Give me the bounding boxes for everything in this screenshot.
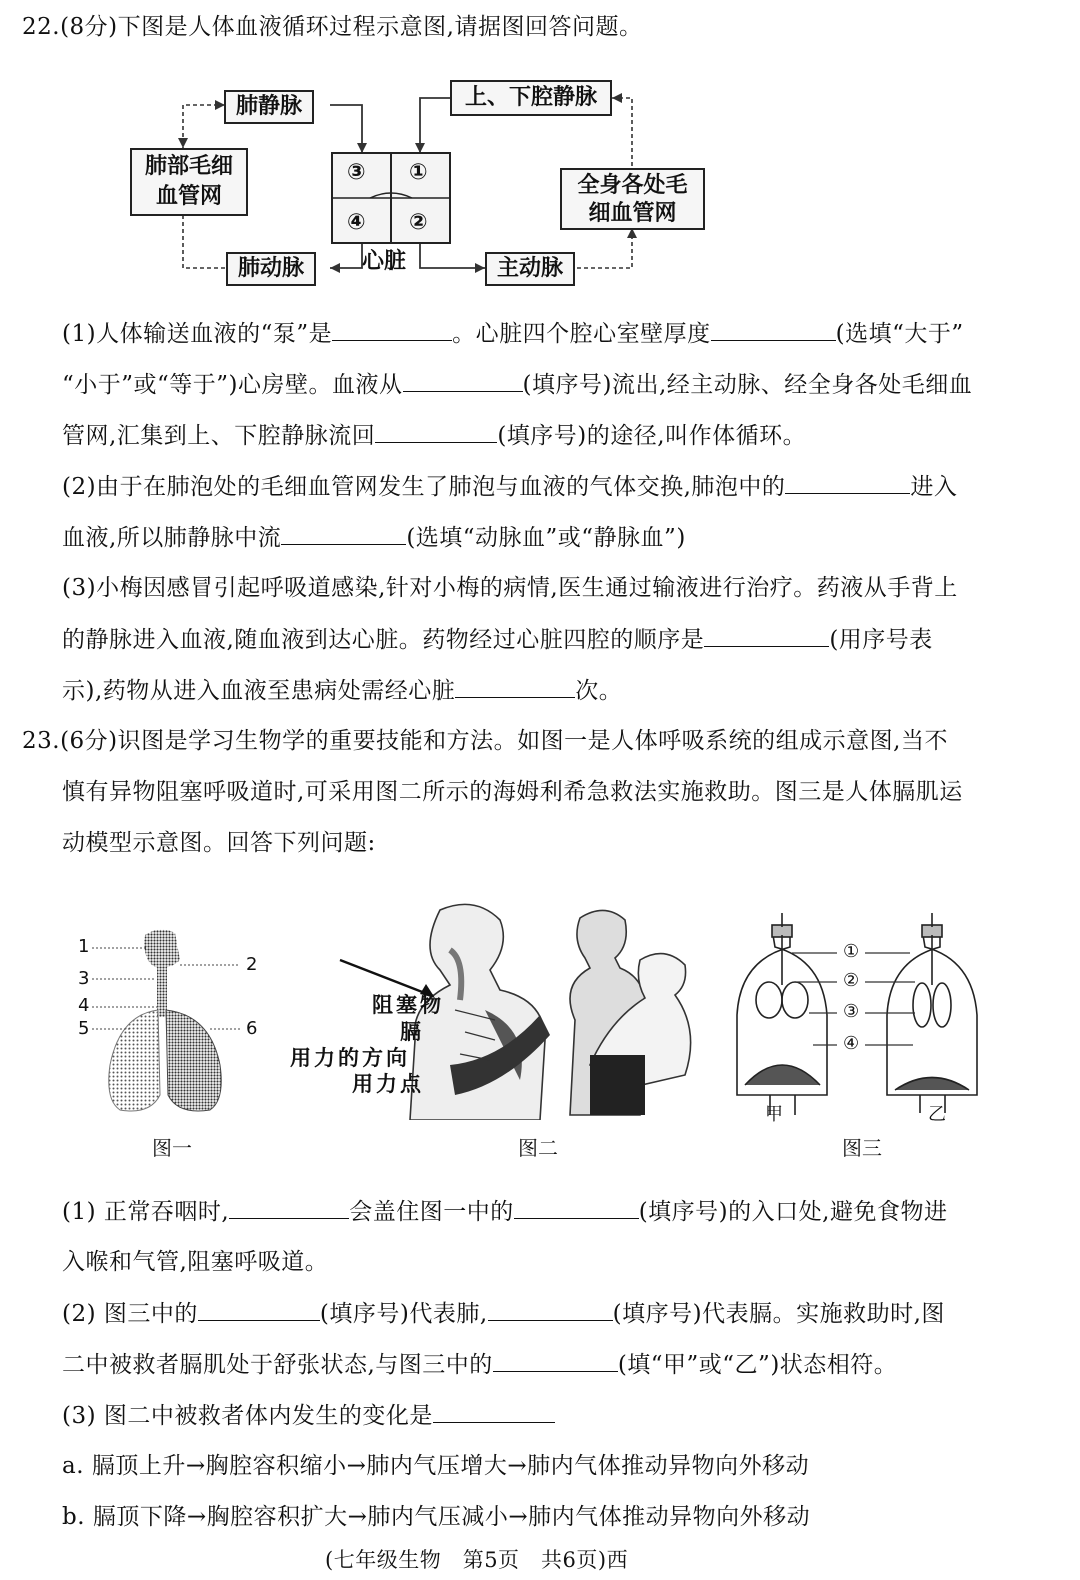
body-capillary-line1: 全身各处毛: [577, 173, 688, 198]
q22-p1-g: (填序号)的途径,叫作体循环。: [497, 423, 807, 449]
fig1-label-1: 1: [78, 936, 90, 957]
body-capillary-box: [560, 168, 705, 230]
answer-blank[interactable]: [281, 522, 406, 545]
q23-p2-b: (填序号)代表肺,: [319, 1301, 488, 1327]
fig1-label-4: 4: [78, 995, 90, 1016]
fig3-label-4: ④: [843, 1033, 860, 1054]
q23-p1-line1: [62, 1196, 947, 1227]
fig3-label-1: ①: [843, 941, 860, 962]
q23-p1-line2: 入喉和气管,阻塞呼吸道。: [62, 1249, 329, 1275]
q22-p3-d: 示),药物从进入血液至患病处需经心脏: [62, 678, 456, 704]
answer-blank[interactable]: [493, 1349, 618, 1372]
q22-p3-line1: (3)小梅因感冒引起呼吸道感染,针对小梅的病情,医生通过输液进行治疗。药液从手背上: [62, 575, 958, 601]
answer-blank[interactable]: [785, 471, 910, 494]
q22-p1-c: (选填“大于”: [835, 321, 964, 347]
q22-p2-line2: [62, 522, 686, 553]
q22-p2-line1: [62, 471, 957, 502]
q22-p1-b: 。心脏四个腔心室壁厚度: [452, 321, 711, 347]
aorta-box: 主动脉: [485, 252, 575, 286]
answer-blank[interactable]: [229, 1196, 349, 1219]
q22-p1-line3: [62, 420, 806, 451]
q22-p1-d: “小于”或“等于”)心房壁。血液从: [62, 372, 403, 398]
fig1-label-2: 2: [246, 954, 258, 975]
q22-p3-b: 的静脉进入血液,随血液到达心脏。药物经过心脏四腔的顺序是: [62, 627, 705, 653]
fig3-caption: 图三: [842, 1136, 882, 1160]
q22-p2-a: (2)由于在肺泡处的毛细血管网发生了肺泡与血液的气体交换,肺泡中的: [62, 474, 786, 500]
chamber-2: ②: [409, 210, 428, 235]
answer-blank[interactable]: [198, 1298, 320, 1321]
q23-option-a: a. 膈顶上升→胸腔容积缩小→肺内气压增大→肺内气体推动异物向外移动: [62, 1453, 810, 1479]
fig2-caption: 图二: [518, 1136, 558, 1160]
answer-blank[interactable]: [455, 675, 575, 698]
answer-blank[interactable]: [704, 624, 829, 647]
fig3-label-yi: 乙: [928, 1104, 946, 1125]
fig3-label-3: ③: [843, 1001, 860, 1022]
page-footer: (七年级生物 第5页 共6页)西: [325, 1548, 629, 1572]
fig1-label-6: 6: [246, 1018, 258, 1039]
answer-blank[interactable]: [711, 318, 836, 341]
fig2-obstacle-label: 阻塞物: [372, 993, 444, 1017]
q23-line3: 动模型示意图。回答下列问题:: [62, 830, 376, 856]
q23-option-b: b. 膈顶下降→胸腔容积扩大→肺内气压减小→肺内气体推动异物向外移动: [62, 1504, 811, 1530]
q23-p2-d: 二中被救者膈肌处于舒张状态,与图三中的: [62, 1352, 493, 1378]
chamber-4: ④: [347, 210, 366, 235]
q22-p3-e: 次。: [575, 678, 623, 704]
q23-p1-c: (填序号)的入口处,避免食物进: [638, 1199, 948, 1225]
q22-p1-a: (1)人体输送血液的“泵”是: [62, 321, 333, 347]
q22-p1-line2: [62, 369, 972, 400]
answer-blank[interactable]: [514, 1196, 639, 1219]
q22-title: 22.(8分)下图是人体血液循环过程示意图,请据图回答问题。: [22, 14, 643, 40]
q22-p2-d: (选填“动脉血”或“静脉血”): [406, 525, 686, 551]
q22-p1-f: 管网,汇集到上、下腔静脉流回: [62, 423, 376, 449]
body-capillary-line2: 细血管网: [588, 201, 677, 226]
q22-p3-c: (用序号表: [829, 627, 933, 653]
q23-p1-b: 会盖住图一中的: [349, 1199, 514, 1225]
heart-label: 心脏: [362, 249, 407, 274]
q22-p3-line3: [62, 675, 622, 706]
q22-p3-line2: [62, 624, 933, 655]
answer-blank[interactable]: [433, 1400, 555, 1423]
q23-line1: 23.(6分)识图是学习生物学的重要技能和方法。如图一是人体呼吸系统的组成示意图,当不: [22, 728, 948, 754]
q22-p2-c: 血液,所以肺静脉中流: [62, 525, 282, 551]
q23-p2-e: (填“甲”或“乙”)状态相符。: [617, 1352, 898, 1378]
q23-p2-c: (填序号)代表膈。实施救助时,图: [612, 1301, 945, 1327]
fig2-point-label: 用力点: [352, 1072, 424, 1096]
fig2-diaphragm-label: 膈: [400, 1020, 424, 1044]
diaphragm-model-illustration: [725, 905, 995, 1125]
fig1-label-3: 3: [78, 968, 90, 989]
q23-p3-line1: [62, 1400, 555, 1431]
q23-p2-a: (2) 图三中的: [62, 1301, 198, 1327]
q22-p2-b: 进入: [910, 474, 958, 500]
q23-p1-a: (1) 正常吞咽时,: [62, 1199, 230, 1225]
q22-p1-e: (填序号)流出,经主动脉、经全身各处毛细血: [522, 372, 973, 398]
fig1-caption: 图一: [152, 1136, 192, 1160]
lung-artery-box: 肺动脉: [226, 252, 316, 286]
fig3-label-jia: 甲: [765, 1104, 783, 1125]
answer-blank[interactable]: [375, 420, 497, 443]
chamber-3: ③: [347, 160, 366, 185]
lung-capillary-line2: 血管网: [155, 184, 222, 209]
answer-blank[interactable]: [403, 369, 523, 392]
fig1-label-5: 5: [78, 1018, 90, 1039]
lung-vein-box: 肺静脉: [224, 90, 314, 124]
fig2-direction-label: 用力的方向: [290, 1046, 410, 1070]
chamber-1: ①: [409, 160, 428, 185]
q23-p2-line2: [62, 1349, 897, 1380]
q23-line2: 慎有异物阻塞呼吸道时,可采用图二所示的海姆利希急救法实施救助。图三是人体膈肌运: [62, 779, 963, 805]
lung-capillary-line1: 肺部毛细: [144, 154, 233, 179]
answer-blank[interactable]: [332, 318, 452, 341]
vena-cava-box: 上、下腔静脉: [450, 80, 612, 116]
q22-p1-line1: [62, 318, 964, 349]
fig3-label-2: ②: [843, 970, 860, 991]
q23-p2-line1: [62, 1298, 945, 1329]
answer-blank[interactable]: [488, 1298, 613, 1321]
q23-p3-a: (3) 图二中被救者体内发生的变化是: [62, 1403, 433, 1429]
lung-capillary-box: [130, 148, 248, 216]
